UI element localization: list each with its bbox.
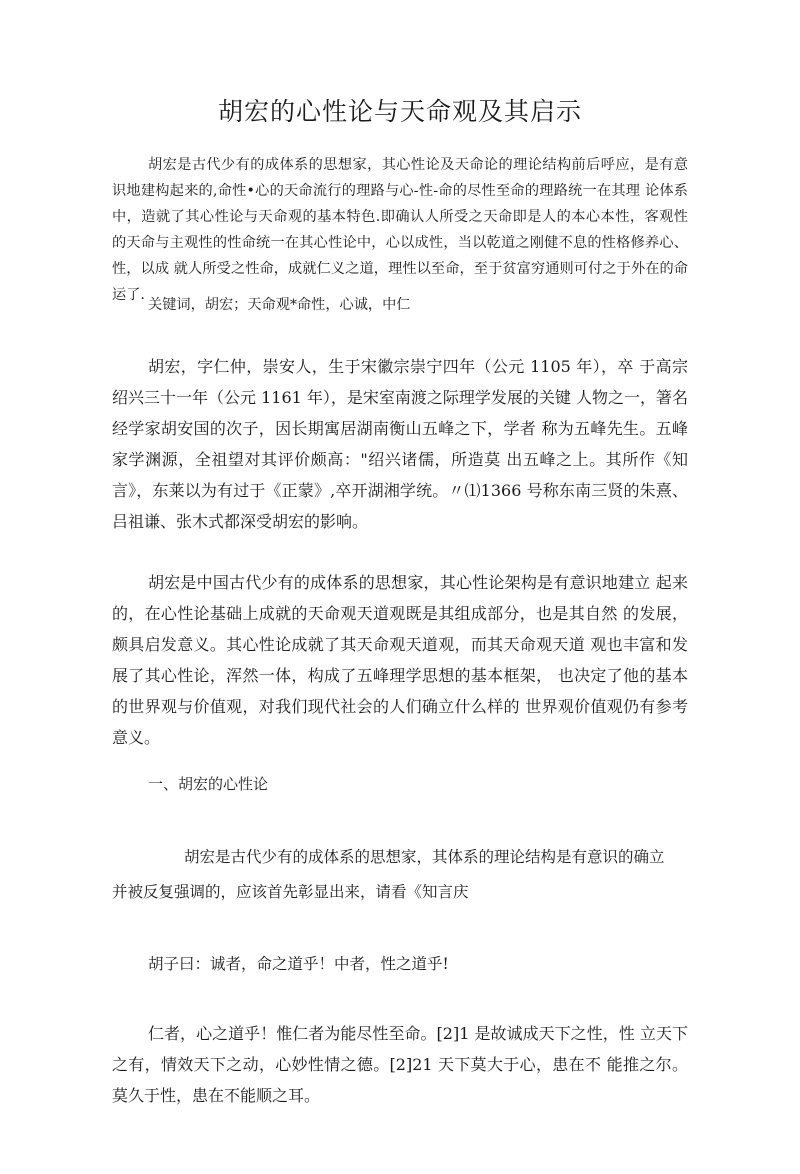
body-paragraph-3-line-2: 并被反复强调的，应该首先彰显出来，请看《知言庆 bbox=[112, 883, 469, 901]
body-paragraph-1: 胡宏，字仁仲，崇安人，生于宋徽宗崇宁四年（公元 1105 年），卒 于高宗绍兴三十一年（公元 1161 年），是宋室南渡之际理学发展的关键 人物之一，箸名经学家胡安国的次子，因长期寓居湖南衡山五峰之下，学者 称为五峰先生。五峰家学渊源，全祖望对其评价颇高："绍兴诸儒，所造莫 出五峰之上。其所作《知言》，东莱以为有过于《正蒙》,卒开湖湘学统。〃⑴1366 号称东南三贤的朱熹、吕祖谦、张木式都深受胡宏的影响。 bbox=[112, 357, 688, 531]
body-paragraph-2: 胡宏是中国古代少有的成体系的思想家，其心性论架构是有意识地建立 起来的，在心性论基础上成就的天命观天道观既是其组成部分，也是其自然 的发展，颇具启发意义。其心性论成就了其天命观天道观，而其天命观天道 观也丰富和发展了其心性论，浑然一体，构成了五峰理学思想的基本框架， 也决定了他的基本的世界观与价值观，对我们现代社会的人们确立什么样的 世界观价值观仍有参考意义。 bbox=[112, 573, 688, 747]
document-title: 胡宏的心性论与天命观及其启示 bbox=[217, 97, 582, 126]
keywords-line: 关键词，胡宏；天命观*命性，心诚，中仁 bbox=[148, 297, 411, 313]
body-paragraph-4: 仁者，心之道乎！惟仁者为能尽性至命。[2]1 是故诚成天下之性，性 立天下之有，情效天下之动，心妙性情之德。[2]21 天下莫大于心，患在不 能推之尔。莫久于性，患在不能顺之耳。 bbox=[112, 1024, 688, 1105]
body-paragraph-3-line-1: 胡宏是古代少有的成体系的思想家，其体系的理论结构是有意识的确立 bbox=[184, 848, 665, 866]
quote-line: 胡子曰：诚者，命之道乎！中者，性之道乎! bbox=[148, 955, 449, 973]
abstract-paragraph: 胡宏是古代少有的成体系的思想家，其心性论及天命论的理论结构前后呼应，是有意 识地建构起来的,命性•心的天命流行的理路与心-性-命的尽性至命的理路统一在其理 论体系中，造就了其心性论与天命观的基本特色.即确认人所受之天命即是人的本心本性，客观性 的天命与主观性的性命统一在其心性论中，心以成性，当以乾道之刚健不息的性格修养心、性，以成 就人所受之性命，成就仁义之道，理性以至命，至于贫富穷通则可付之于外在的命运了. bbox=[112, 157, 688, 303]
section-heading: 一、胡宏的心性论 bbox=[148, 775, 269, 793]
